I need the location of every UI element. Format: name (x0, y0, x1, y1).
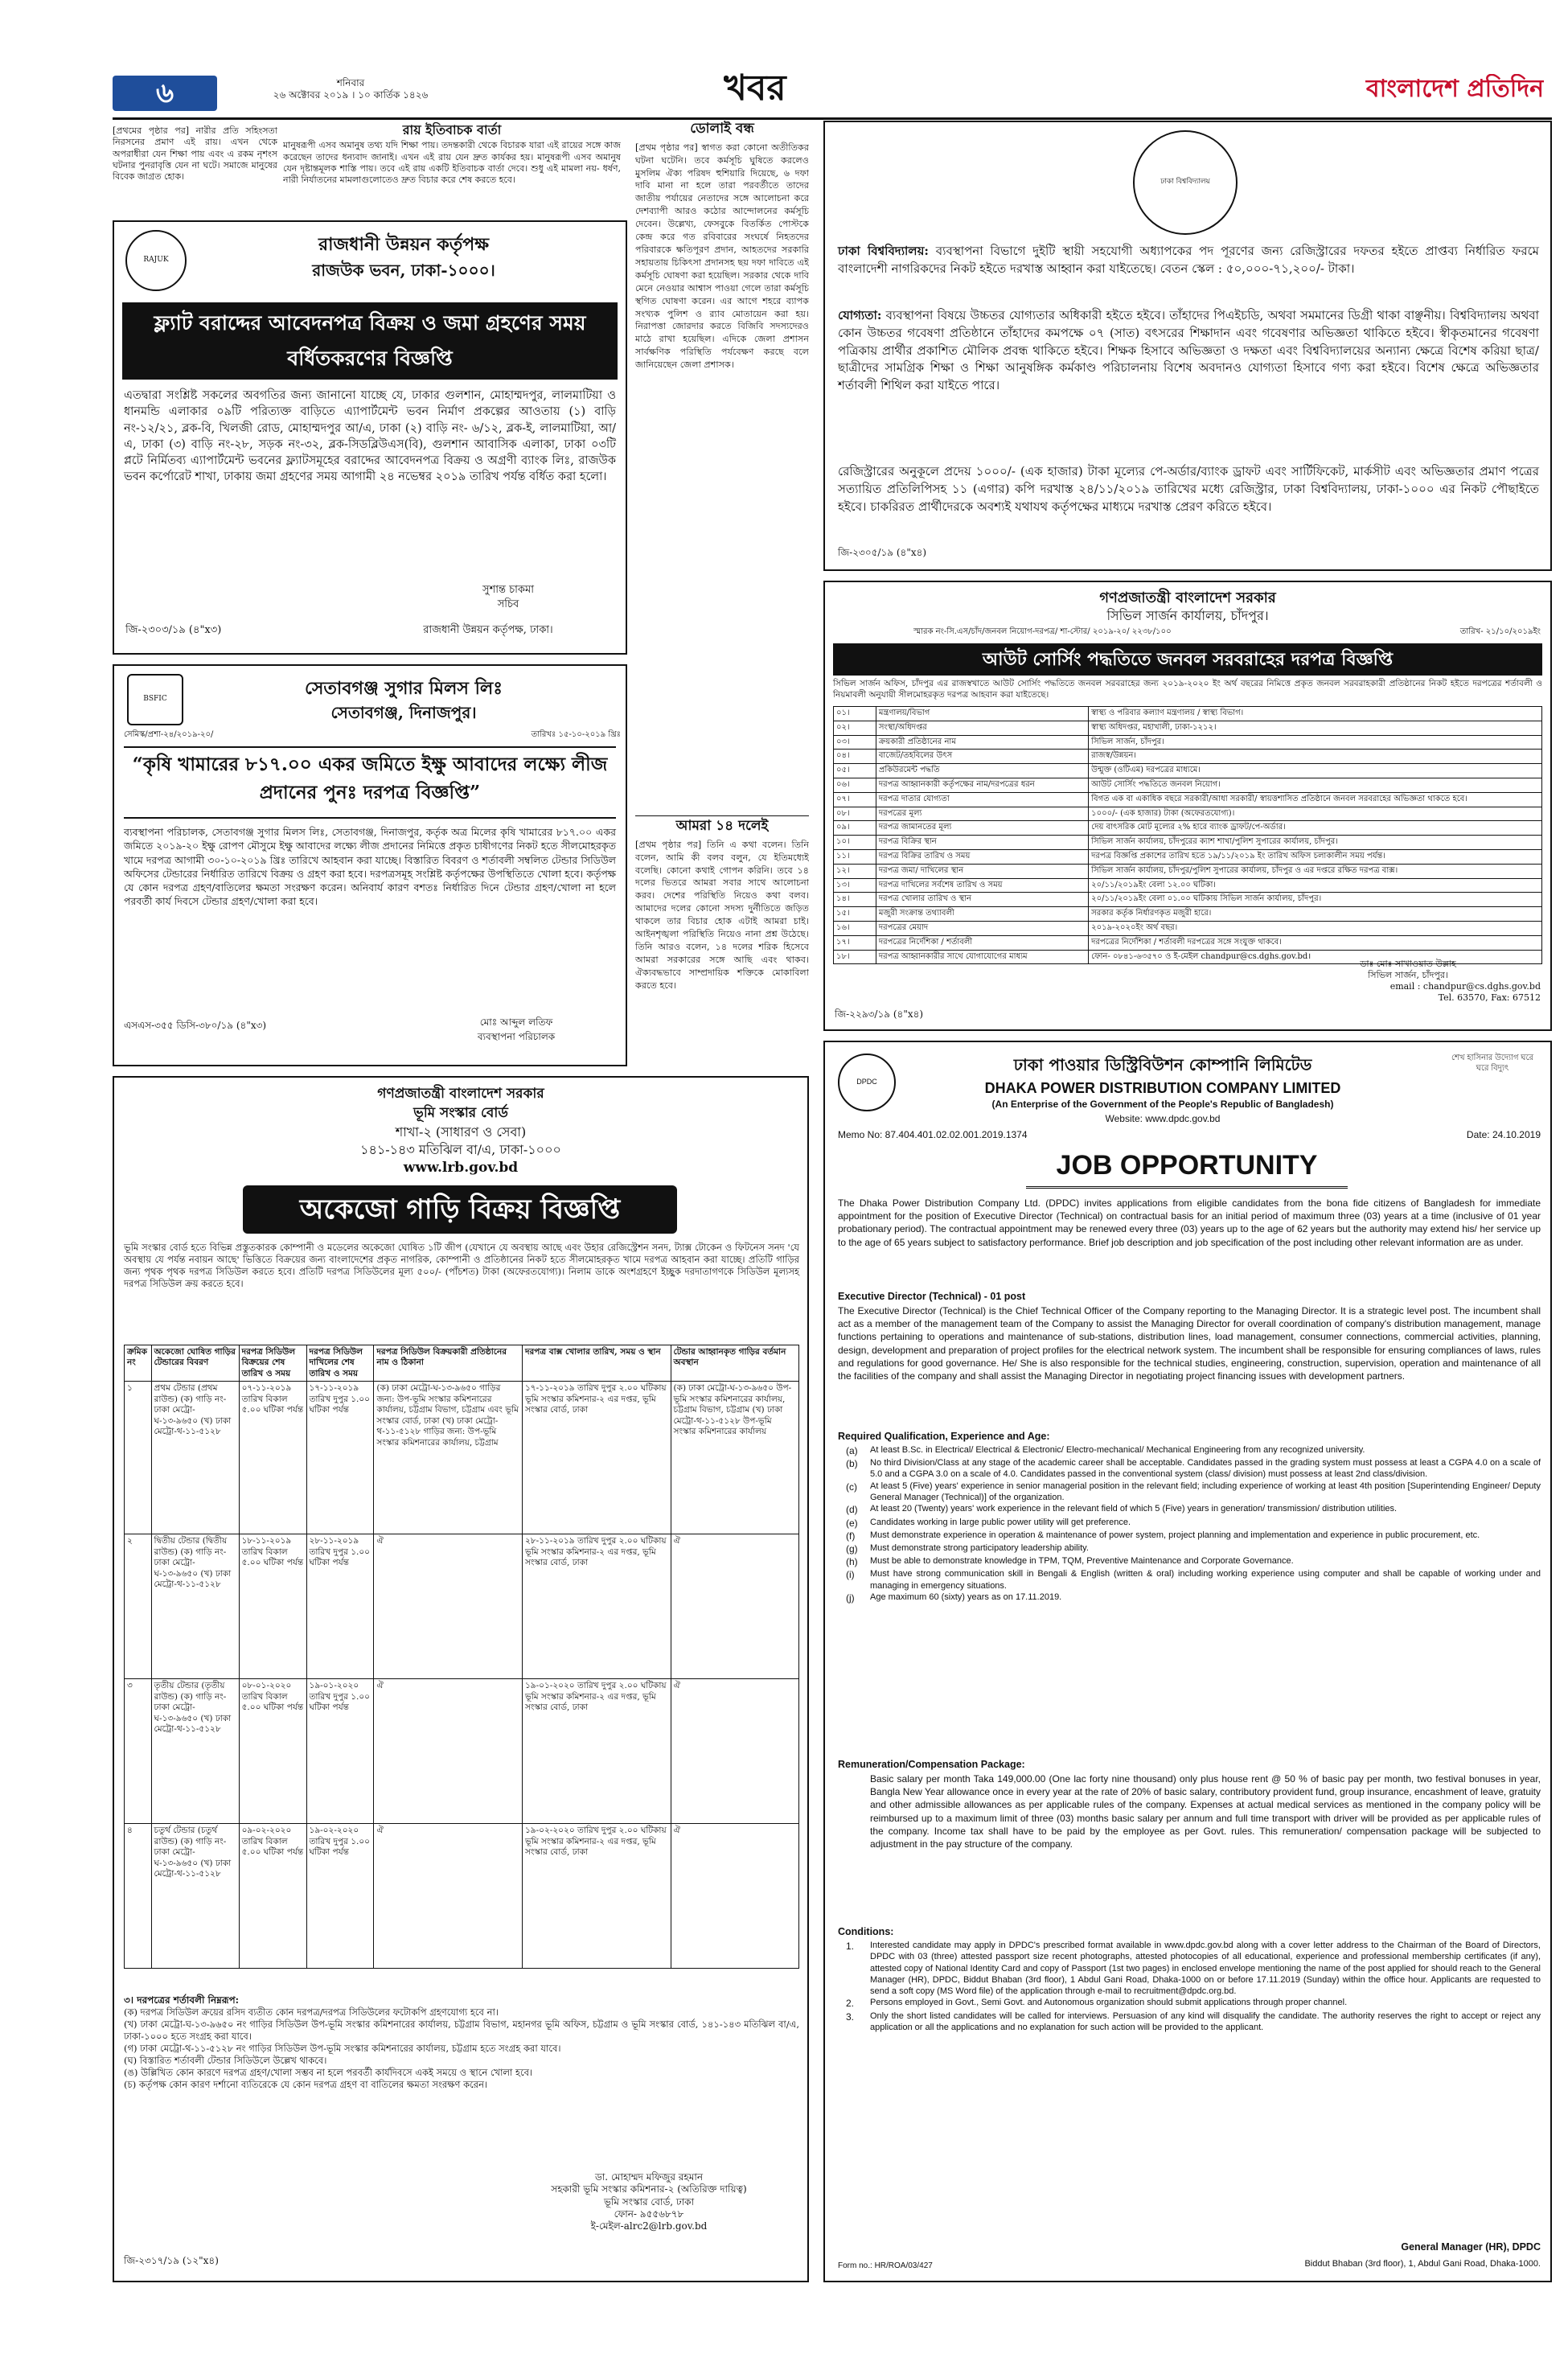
dpdc-enterprise: (An Enterprise of the Government of the People's Republic of Bangladesh) (991, 1099, 1334, 1110)
table-row: ১৮। দরপত্র আহ্বানকারীর সাথে যোগাযোগের মাধ্যম ফোন- ০৮৪১-৬৩৫৭০ ও ই-মেইল chandpur@cs.dghs.gov.bd। (834, 950, 1542, 964)
lrb-tender-table (124, 1345, 799, 1969)
list-item: (ঘ) বিস্তারিত শর্তাবলী টেন্ডার সিডিউলে উল্লেখ থাকবে। (124, 2055, 327, 2067)
dpdc-slogan: শেখ হাসিনার উদ্যোগ ঘরে ঘরে বিদ্যুৎ (1451, 1054, 1533, 1073)
dpdc-req-list (838, 1444, 1541, 1750)
list-item: (ঙ) উল্লিখিত কোন কারণে দরপত্র গ্রহণ/খোলা সম্ভব না হলে পরবর্তী কার্যদিবসে একই সময়ে ও স্থানে খোলা হবে। (124, 2067, 533, 2079)
story-dholai-title: ডোলাই বন্ধ (690, 121, 754, 137)
story-amra14-title: আমরা ১৪ দলেই (635, 815, 809, 836)
table-row: ০৬। দরপত্র আহ্বানকারী কর্তৃপক্ষের নাম/দরপত্রের ধরন আউট সোর্সিং পদ্ধতিতে জনবল নিয়োগ। (834, 778, 1542, 792)
civil-info-table (833, 706, 1542, 964)
story-amra14-body: [প্রথম পৃষ্ঠার পর] তিনি এ কথা বলেন। তিনি বলেন, আমি কী বলব বলুন, যে ইতিমধ্যেই বলেছি। কোনো কথাই গোপন করিনি। তবে ১৪ দলের ভিতরে আমরা সবার সাথে আলোচনা করব। দেশের পরিস্থিতি নিয়েও কথা বলব। আমাদের দলের কোনো সদস্য দুর্নীতিতে জড়িত থাকলে তার বিচার হোক এটাই আমরা চাই। আইনশৃঙ্খলা পরিস্থিতি নিয়েও নানা প্রশ্ন উঠেছে। তিনি আরও বলেন, ১৪ দলের শরিক হিসেবে আমরা সরকারের সঙ্গে আছি এবং থাকব। ঐক্যবদ্ধভাবে সাম্প্রদায়িক শক্তিকে মোকাবিলা করতে হবে। (635, 839, 809, 991)
dpdc-cond-list (838, 1940, 1541, 2181)
du-ad (823, 121, 1552, 571)
lrb-table-header: ক্রমিক নং অকেজো ঘোষিত গাড়ির টেন্ডারের বিবরণ দরপত্র সিডিউল বিক্রয়ের শেষ তারিখ ও সময় দরপত্র সিডিউল দাখিলের শেষ তারিখ ও সময় দরপত্র সিডিউল বিক্রয়কারী প্রতিষ্ঠানের নাম ও ঠিকানা দরপত্র বাক্স খোলার তারিখ, সময় ও স্থান টেন্ডার আহ্বানকৃত গাড়ির বর্তমান অবস্থান (125, 1345, 799, 1382)
date-line: ২৬ অক্টোবর ২০১৯ । ১০ কার্তিক ১৪২৬ (273, 89, 429, 101)
table-row: ১ প্রথম টেন্ডার (প্রথম রাউন্ড) (ক) গাড়ি নং-ঢাকা মেট্রো-ঘ-১৩-৯৬৫০ (খ) ঢাকা মেট্রো-থ-১১-৫১২৮ ০৭-১১-২০১৯ তারিখ বিকাল ৫.০০ ঘটিকা পর্যন্ত ১৭-১১-২০১৯ তারিখ দুপুর ১.০০ ঘটিকা পর্যন্ত (ক) ঢাকা মেট্রো-ঘ-১৩-৯৬৫০ গাড়ির জন্য: উপ-ভূমি সংস্কার কমিশনারের কার্যালয়, চট্টগ্রাম বিভাগ, চট্টগ্রাম এবং ভূমি সংস্কার বোর্ড, ঢাকা (খ) ঢাকা মেট্রো-থ-১১-৫১২৮ গাড়ির জন্য: উপ-ভূমি সংস্কার কমিশনারের কার্যালয়, চট্টগ্রাম ১৭-১১-২০১৯ তারিখ দুপুর ২.০০ ঘটিকায় ভূমি সংস্কার কমিশনার-২ এর দপ্তর, ভূমি সংস্কার বোর্ড, ঢাকা (ক) ঢাকা মেট্রো-ঘ-১৩-৯৬৫০ উপ-ভূমি সংস্কার কমিশনারের কার্যালয়, চট্টগ্রাম বিভাগ, চট্টগ্রাম (খ) ঢাকা মেট্রো-থ-১১-৫১২৮ উপ-ভূমি সংস্কার কমিশনারের কার্যালয় (125, 1382, 799, 1534)
story-dholai (635, 121, 809, 812)
table-row: ১৩। দরপত্র দাখিলের সর্বশেষ তারিখ ও সময় ২০/১১/২০১৯ইং বেলা ১২.০০ ঘটিকা। (834, 878, 1542, 893)
table-row: ১০। দরপত্র বিক্রির স্থান সিভিল সার্জন কার্যালয়, চাঁদপুরের ক্যাশ শাখা/পুলিশ সুপারের কার্যালয়, চাঁদপুর। (834, 836, 1542, 850)
du-ref: জি-২৩০৫/১৯ (৪"x৪) (838, 547, 927, 558)
dpdc-name-en: DHAKA POWER DISTRIBUTION COMPANY LIMITED (984, 1080, 1341, 1096)
lrb-website-link[interactable]: www.lrb.gov.bd (403, 1160, 519, 1176)
rajuk-ad (113, 220, 627, 655)
table-row: ১৫। মজুরী সংক্রান্ত তথ্যাবলী সরকার কর্তৃক নির্ধারণকৃত মজুরী হারে। (834, 907, 1542, 922)
rajuk-banner: ফ্ল্যাট বরাদ্দের আবেদনপত্র বিক্রয় ও জমা গ্রহণের সময় বর্ধিতকরণের বিজ্ঞপ্তি (122, 302, 618, 380)
table-row: ১৪। দরপত্র খোলার তারিখ ও স্থান ২০/১১/২০১৯ইং বেলা ০১.০০ ঘটিকায় সিভিল সার্জন কার্যালয়, চাঁদপুর। (834, 893, 1542, 907)
list-item: (g) Must demonstrate strong participatory leadership ability. (846, 1542, 1089, 1555)
table-row: ১২। দরপত্র জমা/ দাখিলের স্থান সিভিল সার্জন কার্যালয়, চাঁদপুর/পুলিশ সুপারের কার্যালয়, চাঁদপুর ও এর দপ্তরে রক্ষিত দরপত্র বাক্স। (834, 864, 1542, 878)
lrb-email: ই-মেইল-alrc2@lrb.gov.bd (590, 2220, 708, 2232)
civil-surgeon-ad (823, 581, 1552, 1031)
story-dholai-body: [প্রথম পৃষ্ঠার পর] স্বাগত করা কোনো অতীতিকর ঘটনা ঘটেনি। তবে কর্মসূচি ঘুষিতে করলেও মুসলিম ঐক্য পরিষদ হুশিয়ারি দিয়েছে, ৬ দফা দাবি মানা না হলে তারা পরবর্তীতে তাদের জাতীয় পর্যায়ের নেতাদের সঙ্গে আলোচনা করে দেশব্যাপী আরও কঠোর আন্দোলনের কর্মসূচি দেবেন। উল্লেখ্য, ফেসবুকে বিতর্কিত পোস্টকে কেন্দ্র করে গত রবিবারের সংঘর্ষে নিহতদের পরিবারকে ক্ষতিপূরণ প্রদান, আহতদের সরকারি সহায়তায় চিকিৎসা প্রদানসহ ছয় দফা দাবিতে এই কর্মসূচি ঘোষণা করা হয়েছিল। সরকার থেকে দাবি মেনে নেওয়ার আশ্বাস পাওয়া গেলে তারা কর্মসূচি স্থগিত ঘোষণা করেন। এর আগে শহরে ব্যাপক সংখ্যক পুলিশ ও র‌্যাব মোতায়েন করা হয়। নিরাপত্তা জোরদার করতে বিজিবি সদস্যদেরও মাঠে রাখা হয়েছিল। এদিকে জেলা প্রশাসন সার্বক্ষণিক পরিস্থিতি পর্যবেক্ষণ করছে বলে জানিয়েছেন জেলা প্রশাসক। (635, 142, 809, 371)
table-row: ৪ চতুর্থ টেন্ডার (চতুর্থ রাউন্ড) (ক) গাড়ি নং-ঢাকা মেট্রো-ঘ-১৩-৯৬৫০ (খ) ঢাকা মেট্রো-থ-১১-৫১২৮ ০৯-০২-২০২০ তারিখ বিকাল ৫.০০ ঘটিকা পর্যন্ত ১৯-০২-২০২০ তারিখ দুপুর ১.০০ ঘটিকা পর্যন্ত ঐ ১৯-০২-২০২০ তারিখ দুপুর ২.০০ ঘটিকায় ভূমি সংস্কার কমিশনার-২ এর দপ্তর, ভূমি সংস্কার বোর্ড, ঢাকা ঐ (125, 1824, 799, 1969)
list-item: (e) Candidates working in large public power utility will get preference. (846, 1517, 1131, 1529)
lrb-signer: ডা. মোহাম্মদ মফিজুর রহমান (595, 2171, 703, 2183)
du-fee: রেজিস্ট্রারের অনুকূলে প্রদেয় ১০০০/- (এক হাজার) টাকা মূল্যের পে-অর্ডার/ব্যাংক ড্রাফট এবং সার্টিফিকেট, মার্কসীট এবং অভিজ্ঞতার প্রমাণ পত্রের সত্যায়িত প্রতিলিপিসহ ১১ (এগার) কপি দরখাস্ত ২৪/১১/২০১৯ তারিখের মধ্যে রেজিস্ট্রার, ঢাকা বিশ্ববিদ্যালয়, ঢাকা-১০০০ এর নিকট পৌছাইতে হইবে। চাকরিরত প্রার্থীদেরকে অবশ্যই যথাযথ কর্তৃপক্ষের মাধ্যমে দরখাস্ত প্রেরণ করিতে হইবে। (838, 464, 1539, 514)
list-item: (d) At least 20 (Twenty) years' work experience in the relevant field of which 5 (Five) years in generation/ transmission/ distribution utilities. (846, 1504, 1398, 1516)
section-title: খবর (724, 68, 786, 109)
dpdc-title: JOB OPPORTUNITY (1026, 1148, 1348, 1189)
list-item: (j) Age maximum 60 (sixty) years as on 17.11.2019. (846, 1592, 1062, 1604)
dpdc-sign-addr: Biddut Bhaban (3rd floor), 1, Abdul Gani Road, Dhaka-1000. (1304, 2259, 1541, 2269)
rajuk-logo-icon: RAJUK (125, 230, 187, 291)
dpdc-date: Date: 24.10.2019 (1466, 1129, 1541, 1140)
masthead-rule (113, 117, 1552, 120)
civil-intro: সিভিল সার্জন অফিস, চাঁদপুর এর রাজস্বখাতে আউট সোর্সিং পদ্ধতিতে জনবল সরবরাহের জন্য ২০১৯-২০২০ ইং অর্থ বছরের নিমিত্তে প্রকৃত জনবল সরবরাহকারী প্রতিষ্ঠানের নিকট হইতে দরপত্রের শর্তাবলী ও নিয়মাবলী অনুযায়ী সীলমোহরকৃত দরপত্র আহবান করা যাইতেছে। (833, 679, 1542, 700)
setabganj-title: “কৃষি খামারের ৮১৭.০০ একর জমিতে ইক্ষু আবাদের লক্ষ্যে লীজ প্রদানের পুনঃ দরপত্র বিজ্ঞপ্তি” (124, 746, 616, 819)
dpdc-name-bn: ঢাকা পাওয়ার ডিস্ট্রিবিউশন কোম্পানি লিমিটেড (1013, 1055, 1312, 1074)
list-item: (i) Must have strong communication skill in Bengali & English (written & oral) including working experience using computer and shall be capable of working under and managing in emergency situations. (846, 1569, 1541, 1591)
list-item: (a) At least B.Sc. in Electrical/ Electrical & Electronic/ Electro-mechanical/ Mechanical Engineering from any recognized university. (846, 1445, 1365, 1456)
list-item: (b) No third Division/Class at any stage of the academic career shall be acceptable. Candidates passed in the grading system must possess at least a CGPA 4.0 on a scale of 5.0 and a CGPA 3.0 on a scale of 4.0. Candidates passed in the conventional system (class/ division) must possess at least 2nd class/division. (846, 1458, 1541, 1480)
lrb-conditions (124, 1994, 799, 2155)
civil-signature (1275, 959, 1541, 1004)
setabganj-sign-title: ব্যবস্থাপনা পরিচালক (477, 1031, 556, 1042)
lrb-branch: শাখা-২ (সাধারণ ও সেবা) (395, 1124, 527, 1140)
rajuk-sign-org: রাজধানী উন্নয়ন কর্তৃপক্ষ, ঢাকা। (423, 624, 553, 636)
du-seal-icon: ঢাকা বিশ্ববিদ্যালয় (1133, 130, 1238, 235)
table-row: ৩ তৃতীয় টেন্ডার (তৃতীয় রাউন্ড) (ক) গাড়ি নং-ঢাকা মেট্রো-ঘ-১৩-৯৬৫০ (খ) ঢাকা মেট্রো-থ-১১-৫১২৮ ০৮-০১-২০২০ তারিখ বিকাল ৫.০০ ঘটিকা পর্যন্ত ১৯-০১-২০২০ তারিখ দুপুর ১.০০ ঘটিকা পর্যন্ত ঐ ১৯-০১-২০২০ তারিখ দুপুর ২.০০ ঘটিকায় ভূমি সংস্কার কমিশনার-২ এর দপ্তর, ভূমি সংস্কার বোর্ড, ঢাকা ঐ (125, 1679, 799, 1824)
table-row: ০৭। দরপত্র দাতার যোগ্যতা বিগত এক বা একাধিক বছরে সরকারী/আধা সরকারী/ স্বায়ত্তশাসিত প্রতিষ্ঠানে জনবল সরবরাহের অভিজ্ঞতা থাকতে হবে। (834, 792, 1542, 807)
civil-signer: ডাঃ মোঃ সাখাওয়াত উল্লাহ (1360, 959, 1456, 969)
dpdc-ad (823, 1041, 1552, 2282)
story-roy (283, 122, 621, 216)
du-lead-label: ঢাকা বিশ্ববিদ্যালয়: (838, 244, 929, 258)
civil-tel: Tel. 63570, Fax: 67512 (1438, 992, 1541, 1004)
du-lead: ব্যবস্থাপনা বিভাগে দুইটি স্থায়ী সহযোগী অধ্যাপকের পদ পূরণের জন্য রেজিস্ট্রারের দফতর হইতে প্রাপ্তব্য নির্ধারিত ফরমে বাংলাদেশী নাগরিকদের নিকট হইতে দরখাস্ত আহ্বান করা যাইতেছে। বেতন স্কেল : ৫০,০০০-৭১,২০০/- টাকা। (838, 244, 1539, 276)
dpdc-rem: Basic salary per month Taka 149,000.00 (One lac forty nine thousand) only plus house rent @ 50 % of basic pay per month, two festival bonuses in year, Bangla New Year allowance once in every year at the rate of 20% of basic salary, contributory provident fund, group insurance, encashment of leave, gratuity and other admissible allowances as per applicable rules of the company. Expenses at actual medical services as mentioned in the company policy will be reimbursed up to a maximum limit of three (03) months basic salary per annum and full time transport with driver will be provided as per applicable rules of the company. Income tax shall have to be paid by the employee as per Govt. rules. This remuneration/ compensation package will be subjected to adjustment in the pay structure of the company. (870, 1773, 1541, 1850)
dpdc-cond-title: Conditions: (838, 1926, 894, 1937)
setabganj-memo: সেমিস্ক/প্রশা-২৪/২০১৯-২০/ (124, 730, 214, 739)
list-item: 1. Interested candidate may apply in DPDC's prescribed format available in www.dpdc.gov.bd along with a cover letter address to the Chairman of the Board of Directors, DPDC with 03 (three) attested passport size recent photographs, attested photocopies of all educational, experience and professional membership certificates (if any), attested copy of National Identity Card and copy of Passport (1st two pages) in enclosed envelope mentioning the name of the post applied for should reach to the General Manager (HR), DPDC, Biddut Bhaban (3rd floor), 1 Abdul Gani Road, Dhaka-1000 on or before 17.11.2019 (Sunday) within the office hour. Applicants are requested to send a soft copy (MS Word file) of the application through e-mail to recruitment@dpdc.org.bd. (846, 1941, 1541, 1997)
list-item: (h) Must be able to demonstrate knowledge in TPM, TQM, Preventive Maintenance and Corporate Governance. (846, 1556, 1294, 1568)
dpdc-website-link[interactable]: Website: www.dpdc.gov.bd (1105, 1113, 1221, 1124)
story-roy-title: রায় ইতিবাচক বার্তা (402, 122, 502, 138)
lrb-ref: জি-২৩১৭/১৯ (১২"x৪) (124, 2255, 219, 2266)
lrb-signature (500, 2171, 798, 2233)
dpdc-logo-icon: DPDC (838, 1054, 896, 1111)
setabganj-ad (113, 664, 627, 1066)
list-item: (ক) দরপত্র সিডিউল ক্রয়ের রসিদ ব্যতীত কোন দরপত্র/দরপত্র সিডিউলের ফটোকপি গ্রহণযোগ্য হবে না। (124, 2006, 499, 2019)
lrb-banner: অকেজো গাড়ি বিক্রয় বিজ্ঞপ্তি (243, 1185, 677, 1234)
lrb-address: ১৪১-১৪৩ মতিঝিল বা/এ, ঢাকা-১০০০ (360, 1142, 561, 1157)
weekday: শনিবার (336, 77, 365, 88)
dpdc-req-title: Required Qualification, Experience and Age: (838, 1431, 1050, 1442)
dpdc-post: Executive Director (Technical) - 01 post (838, 1291, 1026, 1302)
lrb-govt: গণপ্রজাতন্ত্রী বাংলাদেশ সরকার (377, 1086, 544, 1102)
lrb-ad (113, 1076, 809, 2282)
lrb-sign-title: সহকারী ভূমি সংস্কার কমিশনার-২ (অতিরিক্ত দায়িত্ব) (551, 2183, 747, 2195)
civil-date: তারিখ- ২১/১০/২০১৯ইং (1459, 627, 1541, 636)
rajuk-designation: সচিব (497, 598, 519, 610)
setabganj-ref: এসএস-৩৫৫ ডিসি-৩৮০/১৯ (৪"x৩) (124, 1020, 267, 1031)
sugar-mill-logo-icon: BSFIC (127, 674, 183, 725)
dpdc-form-no: Form no.: HR/ROA/03/427 (838, 2261, 933, 2270)
brand-logo: বাংলাদেশ প্রতিদিন (1365, 75, 1544, 103)
setabganj-org: সেতাবগঞ্জ সুগার মিলস লিঃ (304, 678, 503, 699)
setabganj-address: সেতাবগঞ্জ, দিনাজপুর। (330, 703, 477, 722)
table-row: ০৫। প্রকিউরমেন্ট পদ্ধতি উন্মুক্ত (ওটিএম) দরপত্রের মাধ্যমে। (834, 764, 1542, 778)
page-number: ৬ (113, 76, 217, 111)
table-row: ১৭। দরপত্রের নির্দেশিকা / শর্তাবলী দরপত্রের নির্দেশিকা / শর্তাবলী দরপত্রের সঙ্গে সংযুক্ত থাকবে। (834, 935, 1542, 950)
dpdc-memo: Memo No: 87.404.401.02.02.001.2019.1374 (838, 1129, 1028, 1140)
story-amra14 (635, 815, 809, 1065)
du-qualification-para (838, 307, 1539, 460)
civil-sign-title: সিভিল সার্জন, চাঁদপুর। (1368, 970, 1448, 981)
du-qualification: ব্যবস্থাপনা বিষয়ে উচ্চতর যোগ্যতার অধিকারী হইতে হইবে। তাঁহাদের পিএইচডি, অথবা সমমানের ডিগ্রী থাকা বাঞ্ছনীয়। বিশ্ববিদ্যালয় অথবা কোন উচ্চতর গবেষণা প্রতিষ্ঠানে তাঁহাদের কমপক্ষে ০৭ (সাত) বৎসরের শিক্ষাদান এবং গবেষণার অভিজ্ঞতা থাকিতে হইবে। স্বীকৃতমানের গবেষণা পত্রিকায় প্রার্থীর প্রকাশিত মৌলিক প্রবন্ধ থাকিতে হইবে। শিক্ষক হিসাবে অভিজ্ঞতা ও দক্ষতা এবং বিশ্ববিদ্যালয়ের অন্যান্য ক্ষেত্রে বিশেষ করিয়া ছাত্র/ছাত্রীদের সামগ্রিক শিক্ষা ও শিক্ষা আনুষঙ্গিক কর্মকাণ্ড পরিচালনায় বিশেষ অবদানও যোগ্যতা হিসাবে গণ্য করা হইবে। বিশেষ ক্ষেত্রে অভিজ্ঞতার শর্তাবলী শিথিল করা যাইতে পারে। (838, 308, 1539, 392)
setabganj-signer: মোঃ আব্দুল লতিফ (479, 1017, 553, 1028)
list-item: (f) Must demonstrate experience in operation & maintenance of power system, project planning and implementation and experience in public procurement, etc. (846, 1530, 1480, 1542)
civil-ref: জি-২২৯৩/১৯ (৪"x৪) (835, 1008, 924, 1020)
table-row: ২ দ্বিতীয় টেন্ডার (দ্বিতীয় রাউন্ড) (ক) গাড়ি নং-ঢাকা মেট্রো-ঘ-১৩-৯৬৫০ (খ) ঢাকা মেট্রো-থ-১১-৫১২৮ ১৮-১১-২০১৯ তারিখ বিকাল ৫.০০ ঘটিকা পর্যন্ত ২৮-১১-২০১৯ তারিখ দুপুর ১.০০ ঘটিকা পর্যন্ত ঐ ২৮-১১-২০১৯ তারিখ দুপুর ২.০০ ঘটিকায় ভূমি সংস্কার কমিশনার-২ এর দপ্তর, ভূমি সংস্কার বোর্ড, ঢাকা ঐ (125, 1534, 799, 1679)
setabganj-body: ব্যবস্থাপনা পরিচালক, সেতাবগঞ্জ সুগার মিলস লিঃ, সেতাবগঞ্জ, দিনাজপুর, কর্তৃক অত্র মিলের কৃষি খামারের ৮১৭.০০ একর জমিতে ২০১৯-২০ ইক্ষু রোপণ মৌসুমে ইক্ষু আবাদের লক্ষ্যে লীজ প্রদানের নিমিত্তে প্রকৃত চাষীগণের নিকট হতে সীলমোহরকৃত খামে দরপত্র আগামী ৩০-১০-২০১৯ খ্রিঃ তারিখে আহবান করা যাচ্ছে। বিস্তারিত বিবরণ ও শর্তাবলী সম্বলিত টেন্ডার সিডিউল অফিসের টেন্ডারের নির্ধারিত তারিখে বিক্রয় ও গ্রহণ করা হবে। দরপত্রসমূহ সংশ্লিষ্ট কর্তৃপক্ষের উপস্থিতিতে খোলা হবে। কর্তৃপক্ষ যে কোন দরপত্র গ্রহণ/বাতিলের ক্ষমতা সংরক্ষণ করেন। অনিবার্য কারণ বশতঃ নির্ধারিত দিনে টেন্ডার গ্রহণ/খোলা না হলে পরবর্তী কার্য দিবসে টেন্ডার গ্রহণ/খোলা করা হবে। (124, 826, 616, 908)
civil-banner: আউট সোর্সিং পদ্ধতিতে জনবল সরবরাহের দরপত্র বিজ্ঞপ্তি (833, 643, 1542, 676)
list-item: (চ) কর্তৃপক্ষ কোন কারণ দর্শানো ব্যতিরেকে যে কোন দরপত্র গ্রহণ বা বাতিলের ক্ষমতা সংরক্ষণ করেন। (124, 2078, 488, 2090)
rajuk-signer: সুশান্ত চাকমা (482, 584, 534, 596)
table-row: ০২। সংস্থা/অধিদপ্তর স্বাস্থ্য অধিদপ্তর, মহাখালী, ঢাকা-১২১২। (834, 721, 1542, 735)
list-item: (গ) ঢাকা মেট্রো-থ-১১-৫১২৮ নং গাড়ির সিডিউল উপ-ভূমি সংস্কার কমিশনারের কার্যালয়, চট্টগ্রাম হতে সংগ্রহ করা যাবে। (124, 2043, 561, 2055)
rajuk-org: রাজধানী উন্নয়ন কর্তৃপক্ষ (318, 234, 490, 255)
issue-date (230, 77, 471, 109)
civil-email: email : chandpur@cs.dghs.gov.bd (1389, 981, 1541, 992)
list-item: 3. Only the short listed candidates will be called for interviews. Persuasion of any kind will disqualify the candidate. The authority reserves the right to accept or reject any application or all the applications and no explanation for such action will be provided to the applicant. (846, 2011, 1541, 2032)
civil-govt: গণপ্রজাতন্ত্রী বাংলাদেশ সরকার (1099, 589, 1276, 606)
rajuk-body: এতদ্বারা সংশ্লিষ্ট সকলের অবগতির জন্য জানানো যাচ্ছে যে, ঢাকার গুলশান, মোহাম্মদপুর, লালমাটিয়া ও ধানমন্ডি এলাকার ০৯টি পরিত্যক্ত বাড়িতে এ্যাপার্টমেন্ট ভবন নির্মাণ প্রকল্পের আওতায় (১) বাড়ি নং-১২/২১, ব্লক-বি, খিলজী রোড, মোহাম্মদপুর আ/এ, ঢাকা (২) বাড়ি নং- ৬/১২, ব্লক-ই, লালমাটিয়া, আ/এ, ঢাকা (৩) বাড়ি নং-২৮, সড়ক নং-৩২, ব্লক-সিডব্লিউএস(বি), গুলশান আবাসিক এলাকা, ঢাকা ০৩টি প্লটে নির্মিতব্য এ্যাপার্টমেন্ট ভবনের ফ্ল্যাটসমূহের বরাদ্দের আবেদনপত্র বিক্রয় ও অগ্রণী ব্যাংক লিঃ, রাজউক ভবন কর্পোরেট শাখা, ঢাকায় জমা গ্রহণের সময় আগামী ২৪ নভেম্বর ২০১৯ তারিখ পর্যন্ত বর্ধিত করা হলো। (124, 389, 616, 484)
civil-memo: স্মারক নং-সি.এস/চাঁদ/জনবল নিয়োগ-দরপত্র/ শা-স্টোর/ ২০১৯-২০/ ২২৩৮/১০০ (913, 627, 1172, 636)
du-q-label: যোগ্যতা: (838, 308, 882, 322)
continued-story-text: [প্রথমের পৃষ্ঠার পর] নারীর প্রতি সহিংসতা নিরসনের প্রমাণ এই রায়। এখন থেকে অপরাধীরা যেন শিক্ষা পায় এবং এ রকম নৃশংস ঘটনার পুনরাবৃত্তি যেন না ঘটে। সমাজে মানুষের বিবেক জাগ্রত হোক। (113, 125, 277, 183)
dpdc-rem-title: Remuneration/Compensation Package: (838, 1759, 1025, 1770)
setabganj-date: তারিখঃ ১৫-১০-২০১৯ খ্রিঃ (531, 730, 621, 739)
lrb-sign-org: ভূমি সংস্কার বোর্ড, ঢাকা (603, 2195, 695, 2208)
rajuk-ref: জি-২৩০৩/১৯ (৪"x৩) (125, 624, 222, 636)
story-roy-body: মানুষরূপী এসব অমানুষ তথ্য যদি শিক্ষা পায়। তদন্তকারী থেকে বিচারক যারা এই রায়ের সঙ্গে কাজ করেছেন তাদের ধন্যবাদ জানাই। এখন এই রায় যেন দ্রুত কার্যকর হয়। মানুষরূপী এসব অমানুষ যেন দৃষ্টান্তমূলক শাস্তি পায়। তবে এই রায় একটি ইতিবাচক বার্তা দেবে। শুধু এই মামলা নয়- ধর্ষণ, নারী নির্যাতনের মামলাগুলোতেও দ্রুত বিচার করে শেষ করতে হবে। (283, 140, 621, 186)
lrb-intro: ভূমি সংস্কার বোর্ড হতে বিভিন্ন প্রস্তুতকারক কোম্পানী ও মডেলের অকেজো ঘোষিত ১টি জীপ (যেখানে যে অবস্থায় আছে এবং উহার রেজিস্ট্রেশন সনদ, ট্যাক্স টোকেন ও ফিটনেস সনদ 'যে অবস্থায় যে পর্যন্ত নবায়ন আছে' ভিত্তিতে বিক্রয়ের জন্য বাংলাদেশের প্রকৃত নাগরিক, কোম্পানী ও প্রতিষ্ঠানের নিকট হতে সীলমোহরকৃত খামে দরপত্র আহবান করা যাচ্ছে। প্রতিটি গাড়ির জন্য পৃথক পৃথক দরপত্র সিডিউল করতে হবে। প্রতিটি দরপত্র সিডিউলের মূল্য ৫০০/- (পাঁচশত) টাকা (অফেরতযোগ্য)। নিলাম ডাকে অংশগ্রহণে ইচ্ছুক দরদাতাগণকে সিডিউল মূল্যসহ দরপত্র সিডিউল ক্রয় করতে হবে। (124, 1242, 799, 1289)
table-row: ০১। মন্ত্রণালয়/বিভাগ স্বাস্থ্য ও পরিবার কল্যাণ মন্ত্রণালয় / স্বাস্থ্য বিভাগ। (834, 707, 1542, 721)
list-item: (খ) ঢাকা মেট্রো-ঘ-১৩-৯৬৫০ নং গাড়ির সিডিউল উপ-ভূমি সংস্কার কমিশনারের কার্যালয়, চট্টগ্রাম বিভাগ, মহানগর ভূমি অফিস, চট্টগ্রাম ও ভূমি সংস্কার বোর্ড, ১৪১-১৪৩ মতিঝিল বা/এ, ঢাকা-১০০০ হতে সংগ্রহ করা যাবে। (124, 2019, 799, 2043)
lrb-org: ভূমি সংস্কার বোর্ড (413, 1105, 508, 1121)
civil-office: সিভিল সার্জন কার্যালয়, চাঁদপুর। (1106, 608, 1269, 623)
lightbulb-slogan-icon (1444, 1054, 1541, 1111)
list-item: 2. Persons employed in Govt., Semi Govt. and Autonomous organization should submit applications through proper channel. (846, 1998, 1348, 2010)
table-row: ০৮। দরপত্রের মূল্য ১০০০/- (এক হাজার) টাকা (অফেরতযোগ্য)। (834, 807, 1542, 821)
lrb-phone: ফোন- ৯৫৫৬৮৭৮ (614, 2208, 684, 2220)
dpdc-intro: The Dhaka Power Distribution Company Ltd. (DPDC) invites applications from eligible candidates from the bona fide citizens of Bangladesh for immediate appointment for the position of Executive Director (Technical) on contractual basis for an initial period of maximum three (03) years at a time (inclusive of 01 year probationary period). The contractual appointment may be renewed every three (03) years up to the age of 62 years but the authority may extend his/ her service up to the age of 65 years subject to satisfactory performance. Brief job description and job specification of the post including other relevant information are as under. (838, 1197, 1541, 1248)
table-row: ০৩। ক্রয়কারী প্রতিষ্ঠানের নাম সিভিল সার্জন, চাঁদপুর। (834, 735, 1542, 750)
table-row: ০৯। দরপত্র জামানতের মূল্য দেয় বাৎসরিক মোট মূল্যের ২% হারে ব্যাংক ড্রাফট/পে-অর্ডার। (834, 821, 1542, 836)
table-row: ১৬। দরপত্রের মেয়াদ ২০১৯-২০২০ইং অর্থ বছর। (834, 921, 1542, 935)
dpdc-signer: General Manager (HR), DPDC (1401, 2241, 1541, 2253)
dpdc-post-desc: The Executive Director (Technical) is the Chief Technical Officer of the Company reporting to the Managing Director. It is a strategic level post. The incumbent shall act as a member of the management team of the Company to assist the Managing Director for overall coordination of company's distribution management, manage functions pertaining to operations and maintenance of sub-stations, distribution lines, load management, consumer connections, commercial activities, planning, design, development and preparation of project profiles for the electrical network system. The incumbent shall be responsible for ensuring compliances of laws, rules and regulations for good governance. He/ She is also responsible for the technical studies, engineering, construction, supervision, operation and maintenance of all the facilities of the company and shall assist the Managing Director in negotiating project financing issues with development partners. (838, 1305, 1541, 1382)
table-row: ১১। দরপত্র বিক্রির তারিখ ও সময় দরপত্র বিজ্ঞপ্তি প্রকাশের তারিখ হতে ১৯/১১/২০১৯ ইং তারিখ অফিস চলাকালীন সময় পর্যন্ত। (834, 849, 1542, 864)
table-row: ০৪। বাজেট/তহবিলের উৎস রাজস্ব/উন্নয়ন। (834, 750, 1542, 764)
rajuk-address: রাজউক ভবন, ঢাকা-১০০০। (312, 261, 495, 280)
list-item: (c) At least 5 (Five) years' experience in senior managerial position in the relevant field; including experience of working at least 4th position [Superintending Engineer/ Deputy General Manager (Technical)] of the organization. (846, 1481, 1541, 1503)
lrb-conditions-title: ৩। দরপত্রের শর্তাবলী নিম্নরূপ: (124, 1994, 240, 2006)
du-lead-para (838, 243, 1539, 299)
